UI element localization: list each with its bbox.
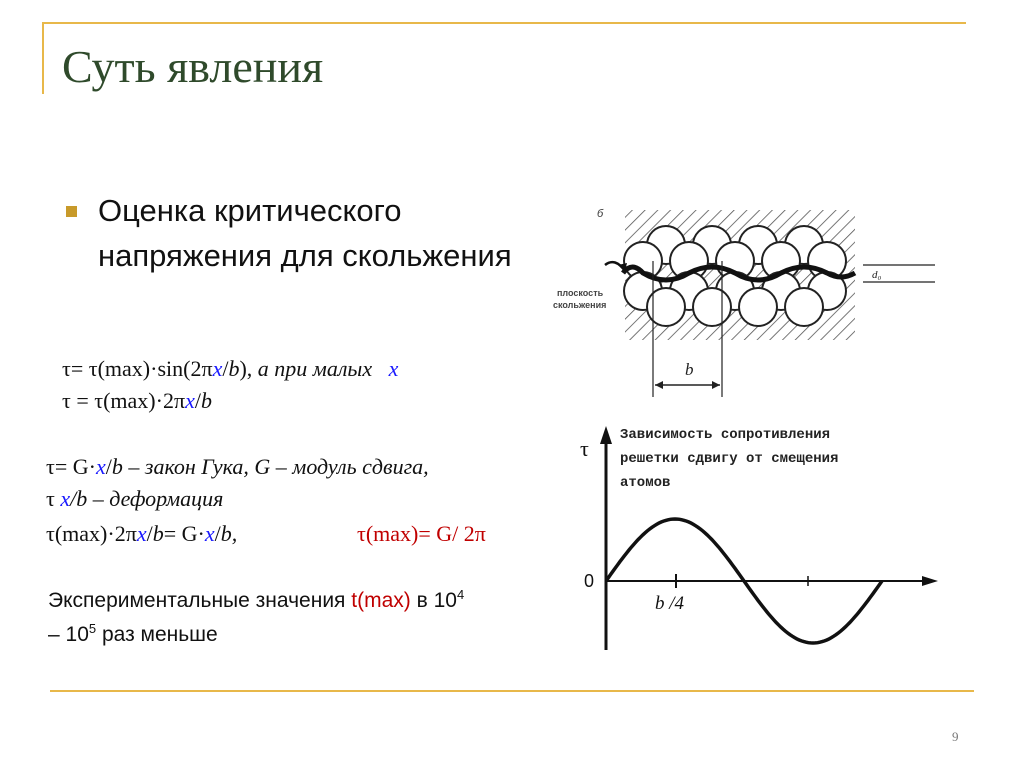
formula-line-4 bbox=[46, 486, 223, 512]
formula-text: а при малых bbox=[257, 356, 373, 381]
note-text: раз меньше bbox=[96, 623, 218, 646]
formula-slash: / bbox=[222, 356, 229, 381]
lattice-diagram bbox=[545, 195, 945, 405]
formula-var-x: x bbox=[136, 521, 147, 546]
b-arrow-right-icon bbox=[712, 381, 720, 389]
note-text: Экспериментальные значения bbox=[48, 589, 352, 612]
formula-var-x: x bbox=[60, 486, 71, 511]
formula-text: τ = τ(max)·2π bbox=[62, 388, 186, 413]
b-label: b bbox=[685, 360, 694, 379]
formula-var-x: x bbox=[388, 356, 399, 381]
graph-caption-3: атомов bbox=[620, 475, 671, 491]
formula-line-2 bbox=[62, 388, 212, 414]
experimental-note bbox=[48, 584, 568, 652]
graph-caption-1: Зависимость сопротивления bbox=[620, 427, 831, 443]
y-axis-label: τ bbox=[580, 436, 589, 461]
formula-result: τ(max)= G/ 2π bbox=[357, 521, 486, 546]
formula-slash: / bbox=[194, 388, 201, 413]
formula-line-3 bbox=[46, 454, 429, 480]
formula-text: = G· bbox=[163, 521, 205, 546]
tick-label-b4: b /4 bbox=[655, 593, 685, 614]
formula-text: b – закон Гука, G – модуль сдвига, bbox=[111, 454, 429, 479]
frame-bottom-line bbox=[50, 690, 974, 692]
formula-var-b: b bbox=[200, 388, 212, 413]
formula-var-x: x bbox=[185, 388, 195, 413]
formula-text: τ= G· bbox=[46, 454, 96, 479]
note-highlight: t(max) bbox=[351, 589, 411, 612]
graph-caption-2: решетки сдвигу от смещения bbox=[620, 451, 839, 467]
panel-label: б bbox=[597, 208, 604, 220]
formula-slash: / bbox=[105, 454, 112, 479]
frame-top-line bbox=[42, 22, 966, 24]
formula-var-x: x bbox=[95, 454, 106, 479]
slide-title: Суть явления bbox=[62, 41, 324, 92]
formula-line-5 bbox=[46, 521, 237, 547]
plane-label-1: плоскость bbox=[557, 288, 604, 298]
page-number: 9 bbox=[952, 729, 959, 744]
sine-graph bbox=[560, 410, 945, 665]
origin-label: 0 bbox=[584, 571, 595, 591]
y-axis-arrow-icon bbox=[600, 426, 612, 444]
formula-var-x: x bbox=[212, 356, 223, 381]
formula-var-b: b bbox=[152, 521, 164, 546]
d-label: d₀ bbox=[872, 269, 882, 281]
formula-slash: / bbox=[146, 521, 153, 546]
bullet-text: Оценка критического напряжения для скольжения bbox=[98, 193, 512, 273]
formula-var-b: b, bbox=[220, 521, 238, 546]
plane-label-2: скольжения bbox=[553, 300, 607, 310]
b-arrow-left-icon bbox=[655, 381, 663, 389]
bullet-square-icon bbox=[66, 206, 77, 217]
note-exponent: 5 bbox=[88, 621, 97, 636]
x-axis-arrow-icon bbox=[922, 576, 938, 586]
frame-left-line bbox=[42, 22, 44, 94]
note-text: в 10 bbox=[410, 589, 457, 612]
formula-var-b: b bbox=[228, 356, 240, 381]
note-text: – 10 bbox=[48, 623, 89, 646]
formula-text: τ bbox=[46, 486, 61, 511]
formula-text: τ(max)·2π bbox=[46, 521, 137, 546]
formula-slash: / bbox=[214, 521, 221, 546]
formula-line-1 bbox=[62, 356, 398, 382]
formula-text: τ= τ(max)·sin(2π bbox=[62, 356, 213, 381]
formula-text: ), bbox=[239, 356, 258, 381]
formula-text: /b – деформация bbox=[70, 486, 224, 511]
note-exponent: 4 bbox=[456, 587, 465, 602]
formula-var-x: x bbox=[204, 521, 215, 546]
